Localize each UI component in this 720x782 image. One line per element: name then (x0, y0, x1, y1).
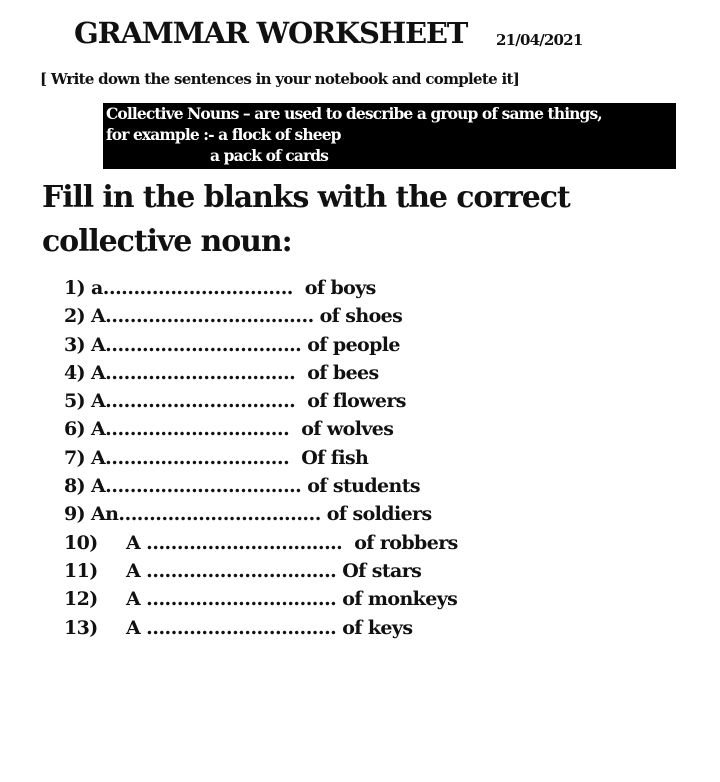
item-phrase: of wolves (289, 418, 394, 441)
item-phrase: . Of stars (330, 559, 422, 582)
item-blank: ………………………….. (105, 475, 302, 498)
list-item (64, 557, 458, 585)
item-phrase: of boys (292, 277, 376, 299)
list-item (64, 472, 458, 500)
worksheet-date: 21/04/2021 (496, 31, 583, 49)
item-phrase: of soldiers (320, 503, 432, 526)
item-number: 12) (64, 588, 98, 611)
exercise-heading: Fill in the blanks with the correct collective noun: (42, 180, 570, 259)
item-number: 11) (64, 559, 98, 582)
example-line: a pack of cards (210, 146, 329, 165)
item-blank: ………………………….. (105, 333, 302, 356)
item-blank: …………………………… (118, 503, 321, 526)
list-item (64, 444, 458, 472)
item-number: 1) a (64, 277, 103, 299)
example-line: for example :- a flock of sheep (106, 125, 341, 144)
list-item (64, 500, 458, 528)
list-item (64, 415, 458, 443)
item-phrase: . of monkeys (330, 588, 458, 611)
item-phrase: . of keys (330, 616, 413, 639)
item-phrase: of people (301, 333, 400, 356)
list-item (64, 614, 458, 642)
list-item (64, 529, 458, 557)
list-item (64, 274, 458, 302)
item-number: 10) (64, 531, 98, 554)
definition-line: Collective Nouns – are used to describe a group of same things, (106, 104, 602, 123)
item-blank: …………………………. (105, 390, 296, 413)
item-phrase: of shoes (313, 305, 403, 328)
definition-box (103, 103, 676, 169)
list-item (64, 359, 458, 387)
item-number: 7) A (64, 446, 106, 469)
item-blank: …………………………. (102, 277, 293, 299)
item-blank: A ………………………… (126, 616, 331, 639)
item-number: 5) A (64, 390, 106, 413)
item-phrase: of flowers (295, 390, 406, 413)
worksheet-title: GRAMMAR WORKSHEET (74, 16, 468, 50)
exercise-list (64, 274, 458, 642)
item-blank: A ………………………….. (126, 531, 343, 554)
instruction-text: [ Write down the sentences in your notebook and complete it] (40, 70, 520, 88)
item-blank: ……………………………. (105, 305, 314, 328)
item-blank: ………………………… (105, 418, 290, 441)
item-number: 4) A (64, 361, 106, 384)
item-blank: ………………………… (105, 446, 290, 469)
item-number: 6) A (64, 418, 106, 441)
list-item (64, 302, 458, 330)
item-number: 2) A (64, 305, 106, 328)
item-number: 9) An (64, 503, 119, 526)
item-number: 8) A (64, 475, 106, 498)
item-phrase: of students (301, 475, 421, 498)
list-item (64, 387, 458, 415)
item-number: 3) A (64, 333, 106, 356)
item-blank: …………………………. (105, 361, 296, 384)
item-phrase: of bees (295, 361, 379, 384)
item-number: 13) (64, 616, 98, 639)
item-phrase: Of fish (289, 446, 369, 469)
list-item (64, 331, 458, 359)
item-blank: A ………………………… (126, 588, 331, 611)
item-blank: A ………………………… (126, 559, 331, 582)
item-phrase: of robbers (342, 531, 458, 554)
list-item (64, 585, 458, 613)
